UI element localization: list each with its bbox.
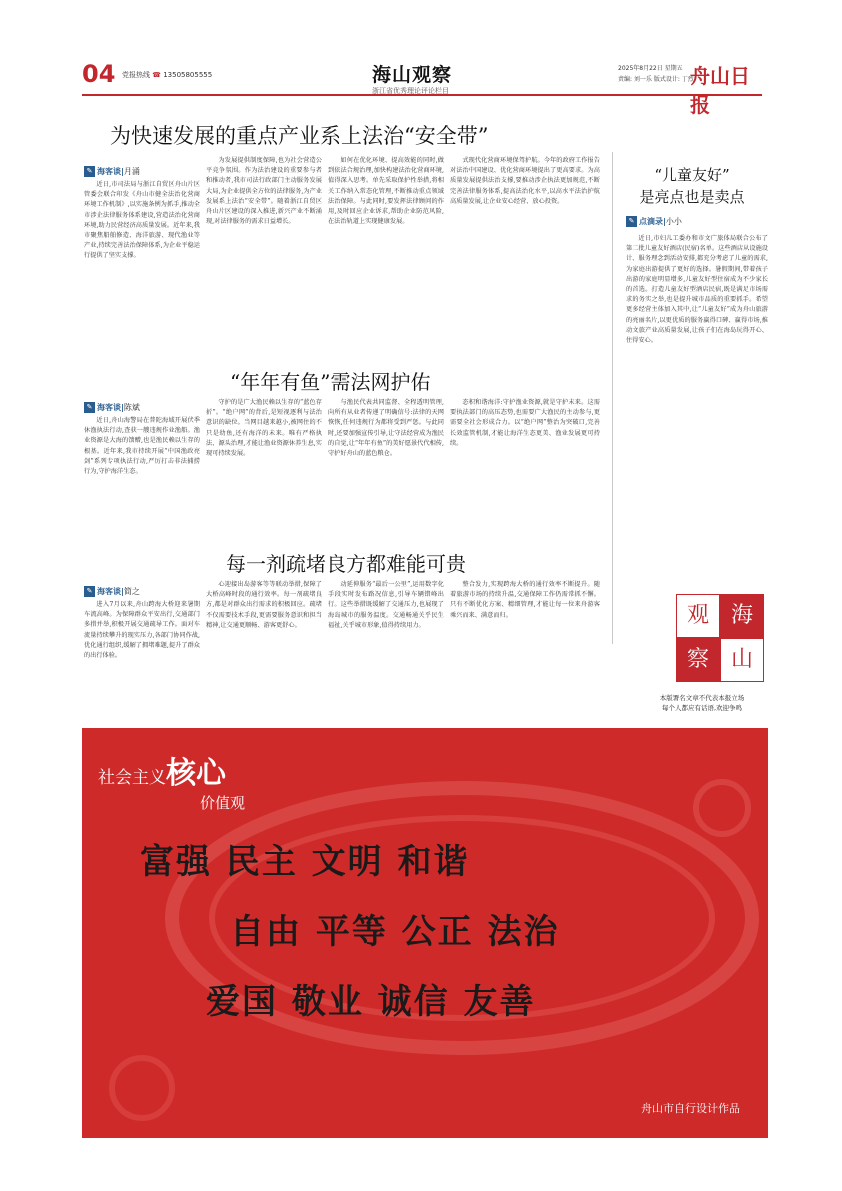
article2-tag: 海客谈 — [97, 403, 121, 412]
article3-text-4: 整合发力,实现跨海大桥的通行效率不断提升。随着旅游市场的持续升温,交通保障工作仍需常抓不懈。只有不断优化方案、精细管理,才能让每一位来舟游客乘兴而来、满意而归。 — [450, 581, 600, 619]
hotline — [122, 70, 212, 80]
values-row-3: 爱国 敬业 诚信 友善 — [206, 982, 536, 1022]
article1-text-3: 如何在优化环境、提高效能的同时,做到依法合规治理,加快构建法治化营商环境,值得深入思考。单先采取保护性举措,将相关工作纳入常态化管理,不断推动重点领域法治保障。与此同时,要发挥法律顾问的作用,及时回应企业诉求,帮助企业防范风险,在法治轨道上实现健康发展。 — [328, 157, 444, 226]
stamp-char-3: 察 — [676, 638, 720, 682]
article3-column-3 — [328, 580, 444, 710]
sidebar-author: 小小 — [665, 217, 682, 226]
phone-icon: ☎ — [152, 71, 161, 79]
article3-text-1: 进入7月以来,舟山跨海大桥迎来暑期车流高峰。为保障群众平安出行,交通部门多措并举,积极开展交通疏导工作。面对车流量持续攀升的现实压力,各部门协同作战,优化通行组织,缓解了拥堵难题,提升了群众的出行体验。 — [84, 601, 200, 660]
paper-logo: 舟山日报 — [690, 64, 750, 117]
article3-tag: 海客谈 — [97, 587, 121, 596]
stamp-char-4: 山 — [720, 638, 764, 682]
section-title: 海山观察 — [372, 64, 453, 86]
article1-column-4 — [450, 156, 600, 350]
article3-byline: ✎ 海客谈|简之 — [84, 586, 140, 597]
article3-headline: 每一剂疏堵良方都难能可贵 — [226, 552, 466, 576]
masthead — [82, 60, 762, 117]
stamp-char-2: 海 — [720, 594, 764, 638]
poster-heading-accent: 核心 — [166, 756, 226, 791]
values-row-1: 富强 民主 文明 和谐 — [140, 842, 470, 882]
article3-text-3: 动延伸服务“最后一公里”,运用数字化手段实时发布路况信息,引导车辆错峰出行。这些举措既缓解了交通压力,也展现了海岛城市的服务温度。交通畅通关乎民生福祉,关乎城市形象,值得持续用力。 — [328, 581, 444, 629]
article1-byline: ✎ 海客谈|月涌 — [84, 166, 140, 177]
article1-headline: 为快速发展的重点产业系上法治“安全带” — [110, 124, 489, 148]
sidebar-divider — [612, 152, 613, 644]
section-subtitle: 浙江省优秀理论评论栏目 — [372, 87, 449, 95]
hotline-number: 13505805555 — [163, 71, 213, 79]
article2-column-3 — [328, 398, 444, 540]
stamp-char-1: 观 — [676, 594, 720, 638]
article2-text-4: 态积和谐海洋:守护渔业资源,就是守护未来。这需要执法部门的高压态势,也需要广大渔民的主动参与,更需要全社会形成合力。以“绝户网”整治为突破口,完善长效监管机制,才能让海洋生态更美、渔业发展更可持续。 — [450, 399, 600, 447]
hotline-label: 党报热线 — [122, 71, 150, 79]
article3-author: 简之 — [123, 587, 140, 596]
issue-date: 2025年8月22日 星期五 — [618, 65, 683, 72]
article1-column-3 — [328, 156, 444, 350]
section-stamp-logo — [676, 594, 764, 682]
sidebar-byline: ✎ 点滴录|小小 — [626, 216, 682, 227]
editorial-notice — [628, 693, 776, 713]
byline-icon: ✎ — [626, 216, 637, 227]
article1-text-2: 为发展提供制度保障,也为社会营造公平竞争氛围。作为法治建设的重要参与者和推动者,我市司法行政部门主动服务发展大局,为企业提供全方位的法律服务,为产业发展系上法治“安全带”。随着浙江自贸区舟山片区建设的深入推进,新兴产业不断涌现,对法律服务的需求日益增长。 — [206, 157, 322, 226]
sidebar-text: 近日,市妇儿工委办和市文广旅体局联合公布了第二批儿童友好酒店(民宿)名单。这些酒店从设施设计、服务理念到活动安排,都充分考虑了儿童的需求,为家庭出游提供了更好的选择。暑假期间,带着孩子出游的家庭明显增多,儿童友好型住宿成为不少家长的首选。打造儿童友好型酒店民宿,既是满足市场需求的务实之举,也是提升城市品质的重要抓手。希望更多经营主体加入其中,让“儿童友好”成为舟山旅游的亮丽名片,以更优质的服务赢得口碑、赢得市场,推动文旅产业高质量发展,让孩子们在海岛玩得开心、住得安心。 — [626, 235, 768, 345]
article1-author: 月涌 — [123, 167, 140, 176]
byline-icon: ✎ — [84, 402, 95, 413]
notice-line-1: 本版署名文章不代表本报立场 — [659, 694, 745, 702]
article3-text-2: 心迎接出岛游客等等联动举措,保障了大桥高峰时段的通行效率。每一剂疏堵良方,都是对群众出行需求的积极回应。疏堵不仅需要技术手段,更需要服务意识和担当精神,让交通更顺畅、游客更舒心。 — [206, 581, 322, 629]
sidebar-headline-line2: 是亮点也是卖点 — [639, 188, 745, 206]
sidebar-headline-line1: “儿童友好” — [654, 166, 730, 184]
article3-column-2 — [206, 580, 322, 710]
article1-column-2 — [206, 156, 322, 350]
article1-tag: 海客谈 — [97, 167, 121, 176]
page-number: 04 — [82, 60, 116, 88]
article2-byline: ✎ 海客谈|陈斌 — [84, 402, 140, 413]
article1-column-1 — [84, 180, 200, 350]
poster-heading-prefix: 社会主义 — [98, 768, 166, 788]
article2-headline: “年年有鱼”需法网护佑 — [230, 370, 431, 394]
article2-column-4 — [450, 398, 600, 540]
editor-credit: 责编: 刘一乐 版式设计: 丁烈 — [618, 76, 694, 83]
article1-text-1: 近日,市司法局与浙江自贸区舟山片区管委会联合印发《舟山市健全法治化营商环境工作机制》,以实施条例为抓手,推动全市涉企法律服务体系建设,营造法治化营商环境,助力民营经济高质量发展。近年来,我市聚焦船舶修造、海洋旅游、现代渔业等产业,持续完善法治保障体系,为企业平稳运行提供了坚实支撑。 — [84, 181, 200, 260]
sidebar-tag: 点滴录 — [639, 217, 663, 226]
article3-column-1 — [84, 600, 200, 710]
article2-text-3: 与渔民代表共同监督、全程透明管理,向所有从业者传递了明确信号:法律的天网恢恢,任何违规行为都将受到严惩。与此同时,还要加强宣传引导,让守法经营成为渔民的自觉,让“年年有鱼”的美好愿景代代相传,守护好舟山的蓝色粮仓。 — [328, 399, 444, 458]
core-values-poster — [82, 728, 768, 1138]
article1-text-4: 式现代化营商环境保驾护航。今年的政府工作报告对法治中国建设、优化营商环境提出了更高要求。为高质量发展提供法治支撑,要推动涉企执法更加规范,不断完善法律服务体系,提高法治化水平,以高水平法治护航高质量发展,让企业安心经营、放心投资。 — [450, 157, 600, 205]
poster-subheading: 价值观 — [200, 794, 246, 812]
values-row-2: 自由 平等 公正 法治 — [230, 912, 560, 952]
article2-column-1 — [84, 416, 200, 540]
poster-heading — [98, 748, 226, 792]
article2-text-2: 守护的是广大渔民赖以生存的“蓝色存折”。“绝户网”的背后,是短视逐利与法治意识的缺位。当网目越来越小,被网住的不只是幼鱼,还有海洋的未来。唯有严格执法、源头治理,才能让渔业资源休养生息,实现可持续发展。 — [206, 399, 322, 458]
notice-line-2: 每个人都应有话语,欢迎争鸣 — [661, 704, 743, 712]
sidebar-column — [626, 234, 768, 584]
poster-credit: 舟山市自行设计作品 — [641, 1102, 740, 1115]
article2-column-2 — [206, 398, 322, 540]
article2-text-1: 近日,舟山海警局在普陀海域开展伏季休渔执法行动,查获一艘违规作业渔船。渔业资源是大海的馈赠,也是渔民赖以生存的根基。近年来,我市持续开展“中国渔政亮剑”系列专项执法行动,严厉打击非法捕捞行为,守护海洋生态。 — [84, 417, 200, 476]
article2-author: 陈斌 — [123, 403, 140, 412]
byline-icon: ✎ — [84, 586, 95, 597]
sidebar-headline — [618, 164, 766, 208]
byline-icon: ✎ — [84, 166, 95, 177]
article3-column-4 — [450, 580, 600, 710]
